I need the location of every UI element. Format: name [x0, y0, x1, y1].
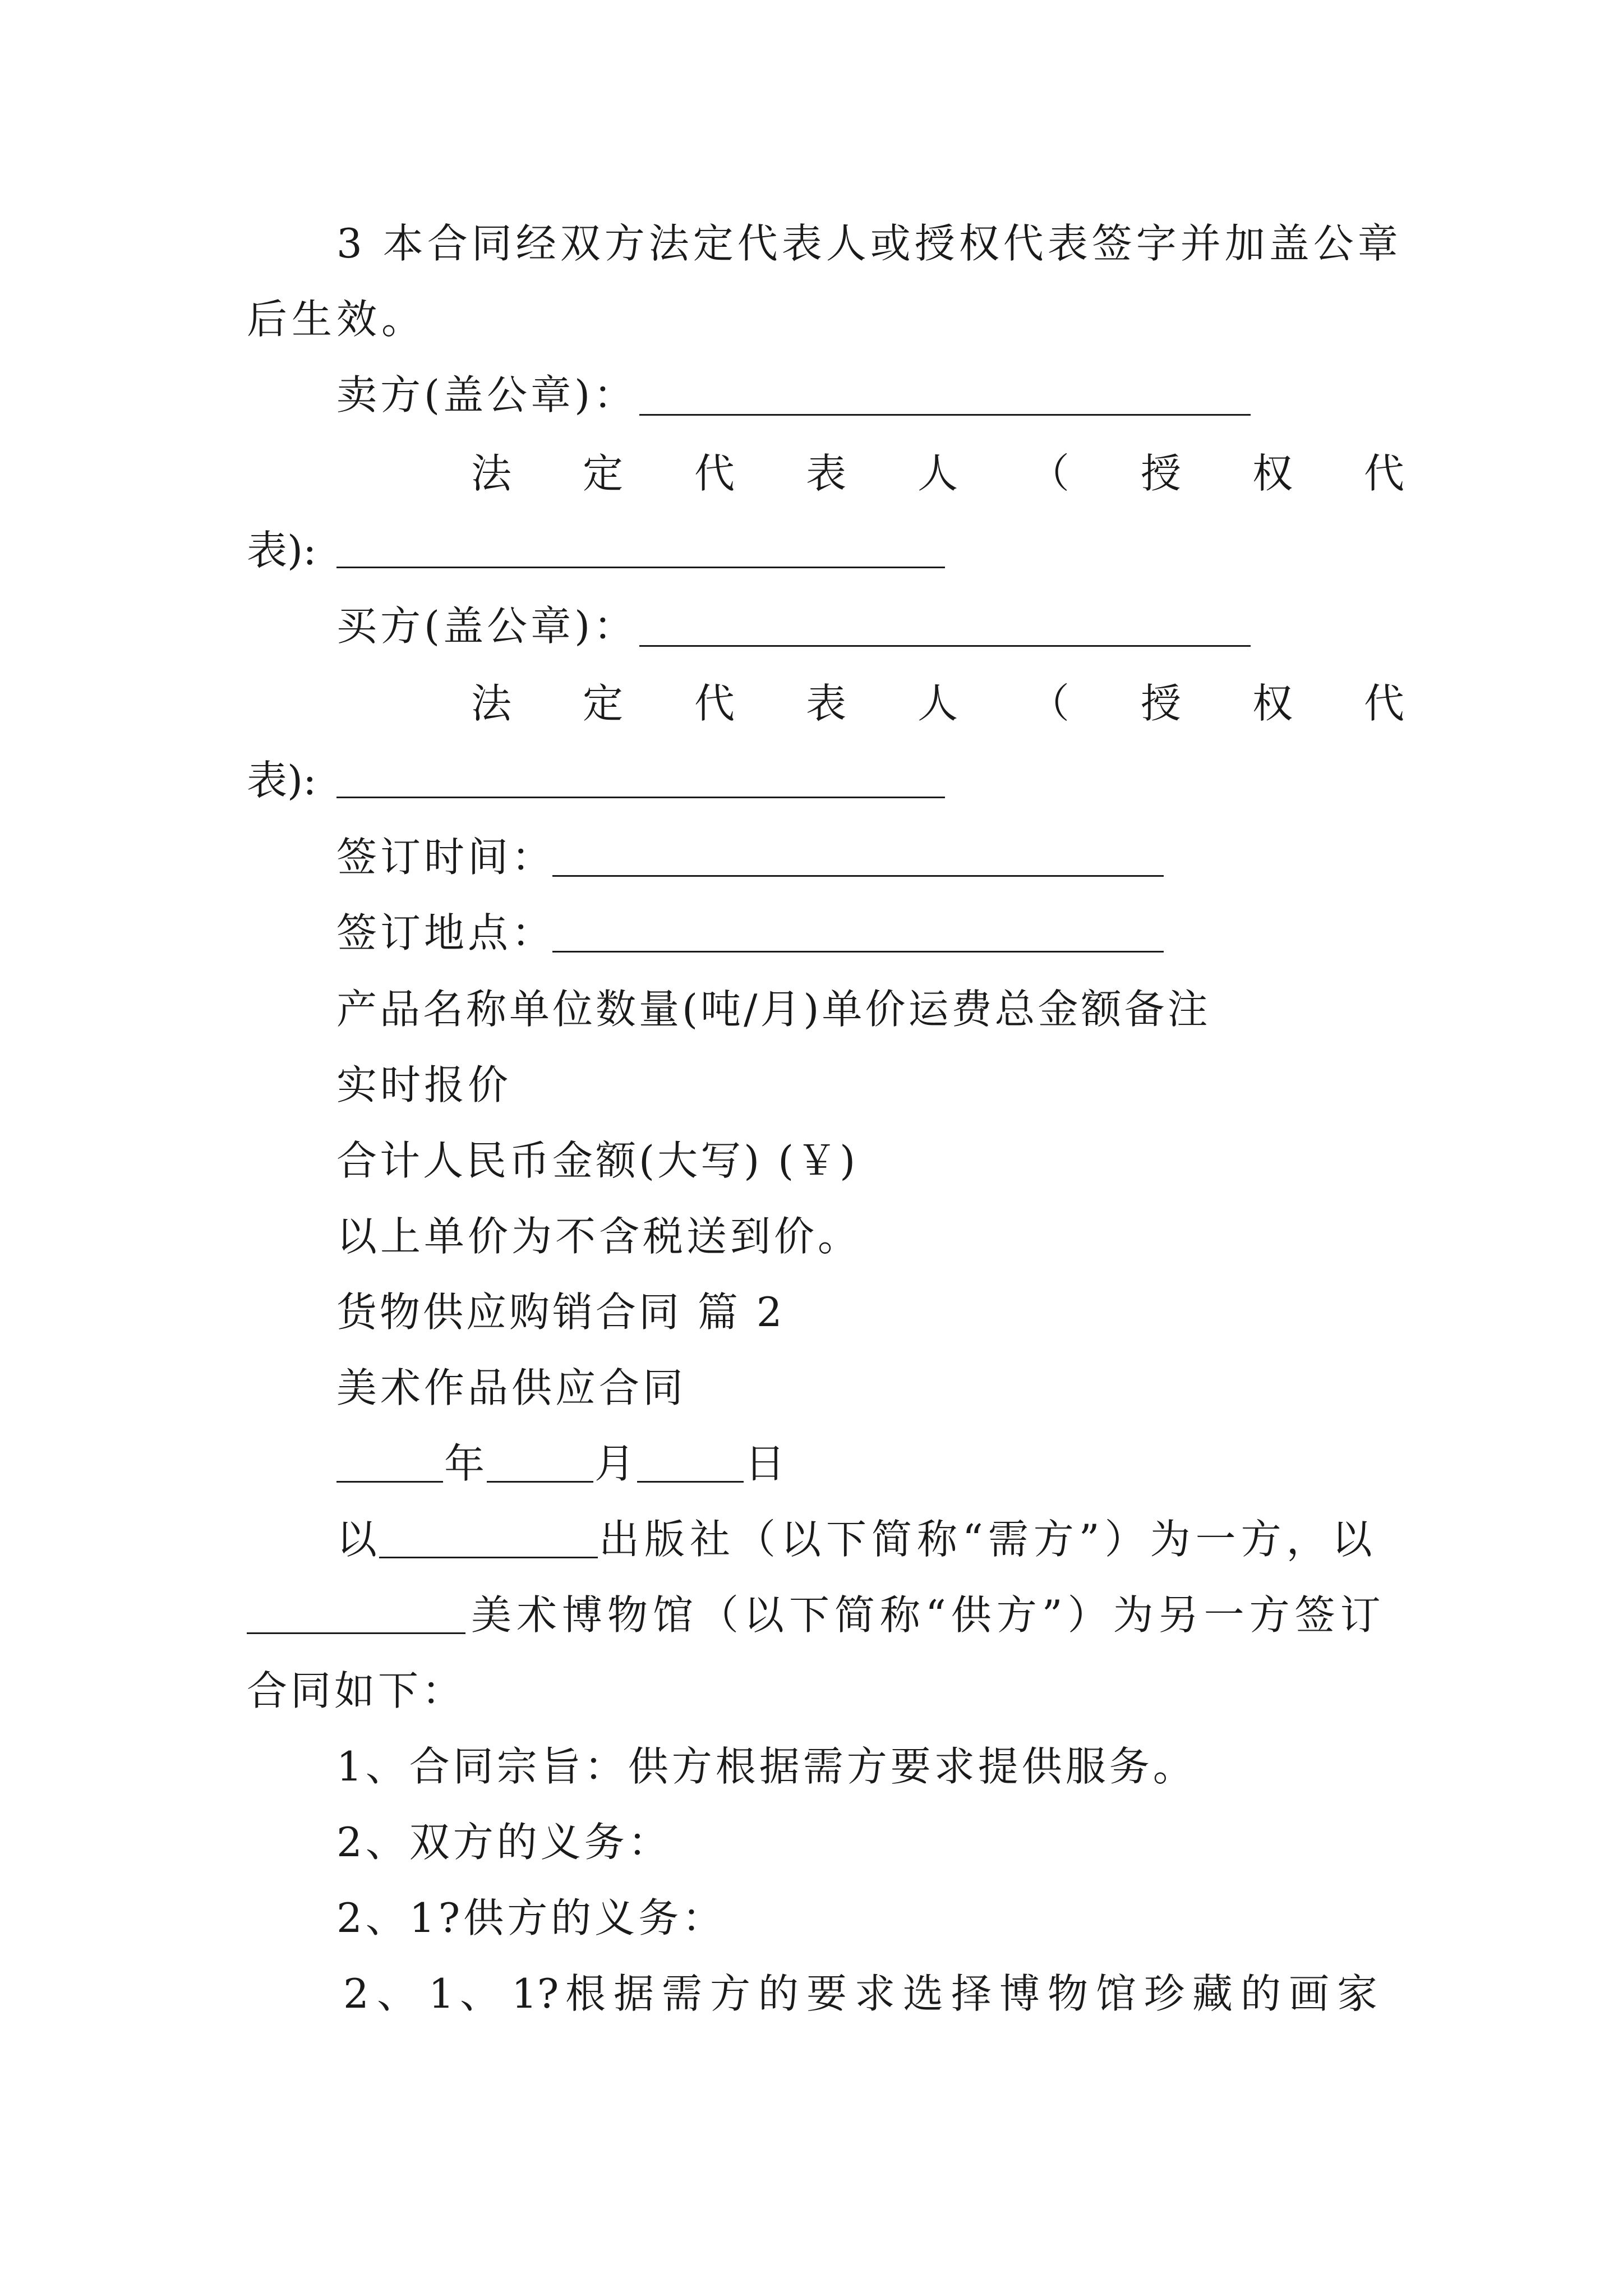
section-heading: 货物供应购销合同 篇 2 [336, 1289, 785, 1336]
spread-char: 权 [1252, 680, 1293, 727]
spread-char: 物 [1048, 1970, 1089, 2017]
spread-char: 要 [806, 1970, 847, 2017]
month-label: 月 [594, 1440, 635, 1487]
month-blank [487, 1481, 593, 1483]
total-rmb-amount: 合计人民币金额(大写) (￥) [336, 1137, 859, 1184]
spread-char: 表 [806, 450, 847, 497]
clause-1: 1、合同宗旨：供方根据需方要求提供服务。 [336, 1743, 1197, 1790]
spread-char: 人 [917, 680, 958, 727]
spread-char: 择 [951, 1970, 992, 2017]
buyer-stamp-label: 买方(盖公章)： [336, 602, 638, 650]
spread-char: 代 [1364, 680, 1405, 727]
spread-char: 画 [1289, 1970, 1330, 2017]
day-blank [637, 1481, 744, 1483]
seller-stamp-label: 卖方(盖公章)： [336, 371, 638, 418]
spread-char: 珍 [1144, 1970, 1185, 2017]
spread-char: 授 [1141, 450, 1182, 497]
seller-stamp-blank [639, 414, 1251, 416]
buyer-legal-rep-label-end: 表): [247, 757, 317, 804]
realtime-quote: 实时报价 [336, 1061, 512, 1108]
party-intro-prefix: 以 [336, 1516, 377, 1563]
spread-char: 法 [471, 680, 512, 727]
buyer-legal-rep-line [0, 680, 1623, 728]
spread-char: 方 [710, 1970, 751, 2017]
seller-legal-rep-blank [336, 567, 945, 568]
seller-legal-rep-label-end: 表): [247, 527, 317, 574]
year-blank [336, 1481, 443, 1483]
spread-char: （ [1029, 450, 1070, 497]
party-intro-museum: 美术博物馆（以下简称“供方”）为另一方签订 [471, 1591, 1386, 1639]
contract-title: 美术作品供应合同 [336, 1364, 687, 1411]
signing-time-blank [552, 875, 1164, 877]
clause-2-1-1-line [0, 1970, 1623, 2018]
spread-char: 求 [855, 1970, 896, 2017]
spread-char: 、 [377, 1970, 418, 2017]
spread-char: 据 [614, 1970, 654, 2017]
spread-char: 1 [428, 1970, 454, 2017]
spread-char: 1? [511, 1970, 559, 2017]
signing-time-label: 签订时间： [336, 834, 556, 881]
party-intro-publisher: 出版社（以下简称“需方”）为一方，以 [599, 1516, 1377, 1563]
spread-char: 定 [583, 680, 624, 727]
spread-char: 馆 [1096, 1970, 1137, 2017]
spread-char: 藏 [1192, 1970, 1233, 2017]
spread-char: 博 [999, 1970, 1040, 2017]
spread-char: 代 [1364, 450, 1405, 497]
clause-3-line-2: 后生效。 [247, 296, 427, 343]
spread-char: 代 [694, 450, 735, 497]
signing-place-blank [552, 951, 1164, 953]
publisher-blank [379, 1557, 598, 1558]
spread-char: 的 [758, 1970, 799, 2017]
seller-legal-rep-line [0, 450, 1623, 498]
spread-char: 家 [1337, 1970, 1378, 2017]
spread-char: 的 [1241, 1970, 1281, 2017]
spread-char: 、 [460, 1970, 501, 2017]
spread-char: 权 [1252, 450, 1293, 497]
clause-3-line-1: 3 本合同经双方法定代表人或授权代表签字并加盖公章 [336, 220, 1402, 267]
year-label: 年 [444, 1440, 485, 1487]
spread-char: 根 [565, 1970, 606, 2017]
agreement-as-follows: 合同如下： [247, 1667, 466, 1714]
spread-char: 人 [917, 450, 958, 497]
spread-char: 代 [694, 680, 735, 727]
price-note: 以上单价为不含税送到价。 [336, 1213, 862, 1260]
clause-2: 2、双方的义务： [336, 1819, 672, 1866]
spread-char: 法 [471, 450, 512, 497]
spread-char: 需 [662, 1970, 703, 2017]
spread-char: 表 [806, 680, 847, 727]
signing-place-label: 签订地点： [336, 909, 556, 956]
clause-2-1: 2、1?供方的义务： [336, 1894, 726, 1941]
museum-blank [247, 1632, 465, 1634]
spread-char: 定 [583, 450, 624, 497]
day-label: 日 [745, 1440, 786, 1487]
buyer-legal-rep-blank [336, 797, 945, 798]
product-table-header: 产品名称单位数量(吨/月)单价运费总金额备注 [336, 986, 1211, 1033]
spread-char: 选 [903, 1970, 944, 2017]
spread-char: （ [1029, 680, 1070, 727]
spread-char: 2 [343, 1970, 369, 2017]
spread-char: 授 [1141, 680, 1182, 727]
buyer-stamp-blank [639, 645, 1251, 647]
